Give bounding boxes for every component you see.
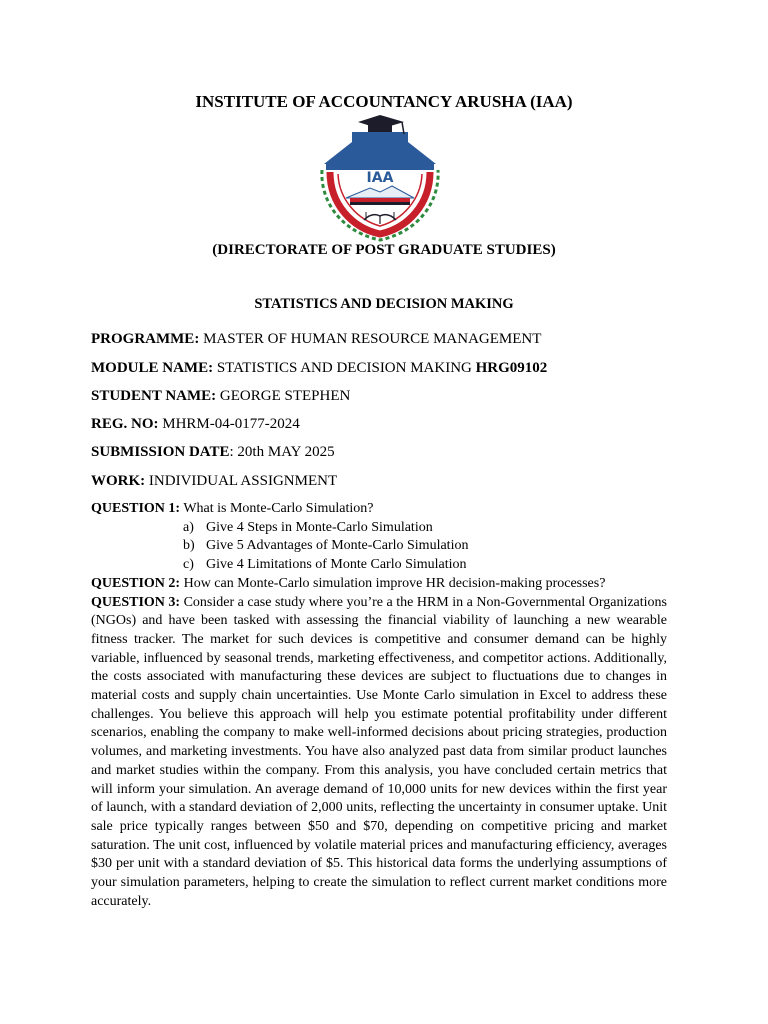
question-3-text: Consider a case study where you’re a the HRM in a Non-Governmental Organizations (NGOs) and have been tasked with assessing the financial viability of launching a new wearable fitness tracker. The market for such devices is competitive and consumer demand can be highly variable, influenced by seasonal trends, marketing effectiveness, and competitor actions. Additionally, the costs associated with manufacturing these devices are subject to fluctuations due to changes in material costs and supply chain uncertainties. Use Monte Carlo simulation in Excel to address these challenges. You believe this approach will help you estimate potential profitability under different scenarios, enabling the company to make well-informed decisions about pricing strategies, production volumes, and marketing investments. You have also analyzed past data from similar product launches and market studies within the company. From this analysis, you have concluded certain metrics that will inform your simulation. An average demand of 10,000 units for new devices within the first year of launch, with a standard deviation of 2,000 units, reflecting the uncertainty in consumer uptake. Unit sale price typically ranges between $50 and $70, depending on competitive pricing and market saturation. The unit cost, influenced by volatile material prices and manufacturing efficiency, averages $30 per unit with a standard deviation of $5. This historical data forms the underlying assumptions of your simulation parameters, helping to create the simulation to reflect current market conditions more accurately.: [91, 594, 667, 909]
submission-row: [91, 444, 335, 461]
question-1-text: What is Monte-Carlo Simulation?: [180, 501, 374, 516]
module-code: HRG09102: [475, 360, 548, 376]
reg-value: MHRM-04-0177-2024: [158, 416, 300, 432]
programme-value: MASTER OF HUMAN RESOURCE MANAGEMENT: [199, 331, 542, 347]
reg-label: REG. NO:: [91, 416, 159, 432]
student-value: GEORGE STEPHEN: [216, 388, 351, 404]
work-value: INDIVIDUAL ASSIGNMENT: [145, 473, 338, 489]
iaa-logo: [312, 112, 448, 246]
list-marker: a): [183, 519, 194, 535]
course-title: STATISTICS AND DECISION MAKING: [254, 296, 514, 312]
logo-abbr: IAA: [366, 170, 394, 186]
submission-value: : 20th MAY 2025: [229, 444, 335, 460]
question-3: [91, 594, 667, 912]
question-2-label: QUESTION 2:: [91, 575, 181, 591]
module-value: STATISTICS AND DECISION MAKING: [213, 360, 476, 376]
student-label: STUDENT NAME:: [91, 388, 217, 404]
question-1-subparts: [91, 519, 667, 575]
programme-label: PROGRAMME:: [91, 331, 200, 347]
list-marker: c): [183, 557, 194, 573]
questions-section: [91, 500, 667, 911]
question-1-label: QUESTION 1:: [91, 501, 181, 516]
list-item: [91, 519, 667, 538]
question-2: [91, 575, 667, 594]
list-item-text: Give 4 Limitations of Monte Carlo Simulation: [206, 557, 467, 573]
question-2-text: How can Monte-Carlo simulation improve HR decision-making processes?: [180, 575, 606, 591]
submission-label: SUBMISSION DATE: [91, 444, 230, 460]
directorate-heading: (DIRECTORATE OF POST GRADUATE STUDIES): [212, 242, 556, 258]
programme-row: [91, 331, 541, 348]
list-item-text: Give 4 Steps in Monte-Carlo Simulation: [206, 519, 433, 535]
module-label: MODULE NAME:: [91, 360, 214, 376]
list-item: [91, 537, 667, 556]
module-row: [91, 360, 547, 377]
student-row: [91, 388, 350, 405]
institute-title: INSTITUTE OF ACCOUNTANCY ARUSHA (IAA): [195, 92, 573, 111]
work-label: WORK:: [91, 473, 146, 489]
question-3-label: QUESTION 3:: [91, 594, 181, 610]
list-item-text: Give 5 Advantages of Monte-Carlo Simulation: [206, 538, 469, 554]
list-marker: b): [183, 538, 195, 554]
work-row: [91, 473, 337, 490]
question-1: [91, 500, 667, 519]
reg-row: [91, 416, 300, 433]
list-item: [91, 556, 667, 575]
